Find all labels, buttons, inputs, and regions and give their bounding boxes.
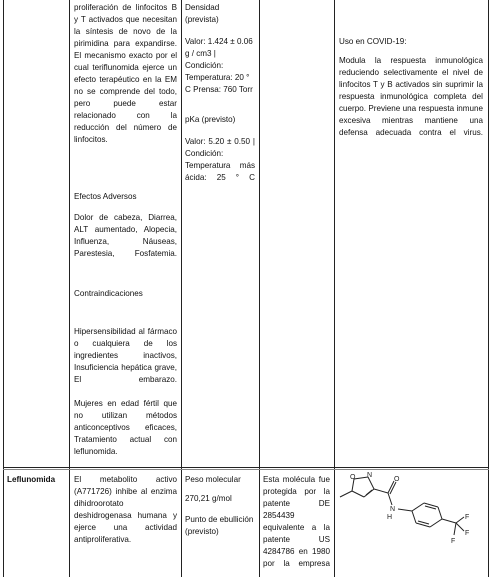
patent-text: Esta molécula fue protegida por la patente DE 2854439 equivalente a la patente US 4284786 en 1980 por la empresa [263, 475, 330, 568]
fluorine-label-1: F [465, 514, 470, 521]
column-divider-2 [181, 0, 182, 577]
table-border-right [488, 0, 489, 577]
boiling-point-label: Punto de ebullición (previsto) [185, 515, 254, 536]
fluorine-label-2: F [465, 530, 470, 537]
ring-nitrogen-label: N [367, 472, 373, 479]
table-border-left [3, 0, 4, 577]
contraindications-text-1: Hipersensibilidad al fármaco o cualquiera de los ingredientes inactivos, Insuficiencia hepática grave, El embarazo. [74, 327, 177, 384]
row-divider [3, 467, 489, 468]
leflunomida-mechanism: El metabolito activo (A771726) inhibe al enzima dihidroorotato deshidrogenasa humana y ejerce una actividad antiproliferativa. [74, 475, 177, 544]
density-value: Valor: 1.424 ± 0.06 g / cm3 | Condición: Temperatura: 20 ° C Prensa: 760 Torr [185, 37, 253, 94]
adverse-effects-text: Dolor de cabeza, Diarrea, ALT aumentado, Alopecia, Influenza, Náuseas, Parestesia, Fosfatemia. [74, 213, 177, 258]
drug-name-leflunomida: Leflunomida [7, 475, 56, 484]
contraindications-text-2: Mujeres en edad fértil que no utilizan métodos anticonceptivos eficaces, Tratamiento actual con leflunomida. [74, 399, 177, 456]
adverse-effects-heading: Efectos Adversos [74, 192, 137, 201]
covid-use-text: Modula la respuesta inmunológica reduciendo selectivamente el nivel de linfocitos T y B activados sin suprimir la respuesta inmunológica completa del cuerpo. Previene una respuesta inmune excesiva mientras mantiene una defensa adecuada contra el virus. [339, 56, 483, 137]
molecular-weight-value: 270,21 g/mol [185, 494, 232, 503]
molecular-weight-label: Peso molecular [185, 475, 241, 484]
pka-value: Valor: 5.20 ± 0.50 | Condición: Temperatura más ácida: 25 ° C [185, 137, 255, 182]
ring-oxygen-label: O [350, 474, 356, 481]
column-divider-1 [69, 0, 70, 577]
row-divider-inner [3, 469, 489, 470]
contraindications-heading: Contraindicaciones [74, 289, 143, 298]
carbonyl-oxygen-label: O [394, 476, 400, 483]
leflunomida-structure-image [332, 471, 487, 571]
column-divider-3 [259, 0, 260, 577]
amide-nitrogen-label: N [390, 506, 396, 513]
covid-use-heading: Uso en COVID-19: [339, 37, 407, 46]
pka-label: pKa (previsto) [185, 115, 236, 124]
fluorine-label-3: F [451, 538, 456, 545]
mechanism-continued-text: proliferación de linfocitos B y T activados que necesitan la síntesis de novo de la pirimidina para expandirse. El mecanismo exacto por el cual teriflunomida ejerce un efecto terapéutico en la EM no se comprende del todo, pero puede estar relacionado con la reducción del número de linfocitos. [74, 3, 177, 144]
density-label: Densidad (prevista) [185, 3, 220, 24]
amide-hydrogen-label: H [387, 514, 393, 521]
